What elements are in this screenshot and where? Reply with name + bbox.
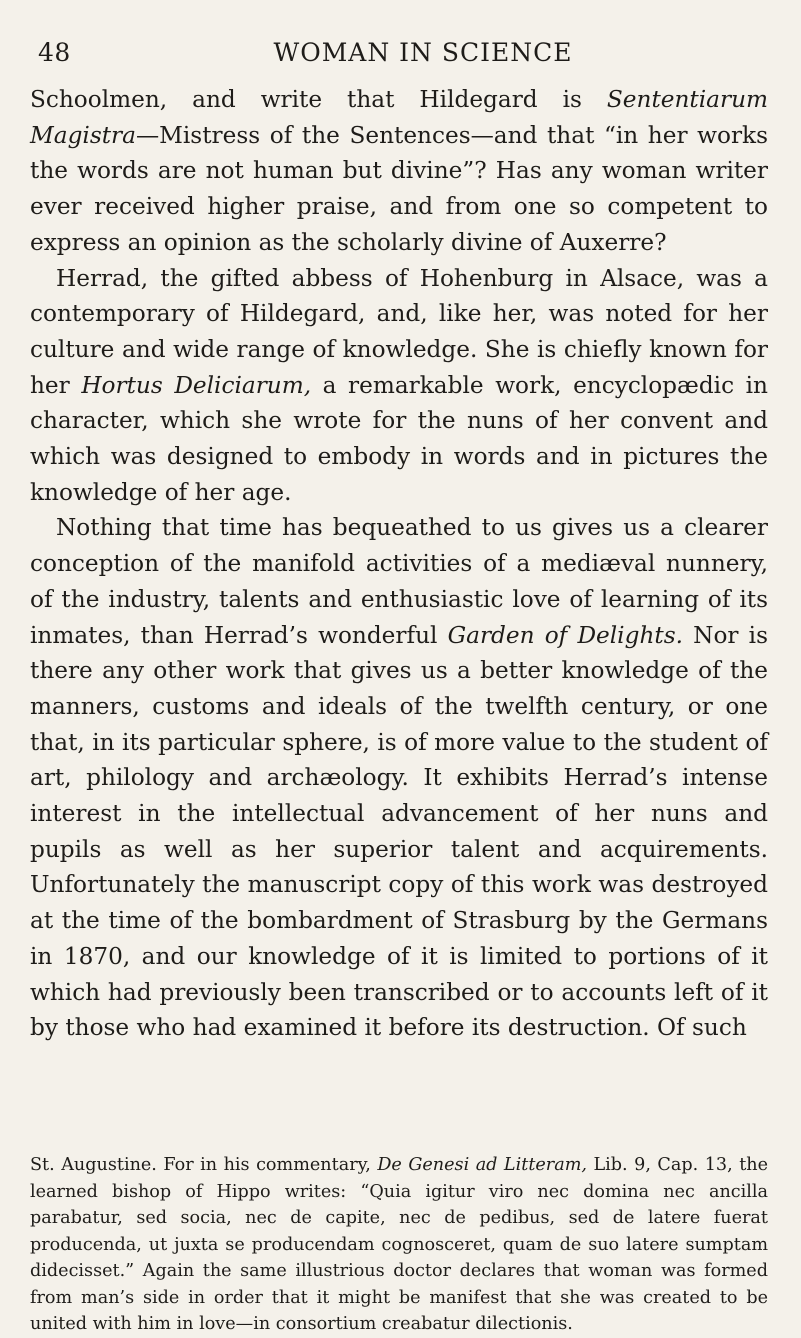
running-head: WOMAN IN SCIENCE [273,38,573,67]
paragraph-3 [30,510,768,1046]
paragraph-2 [30,261,768,511]
text-run: Herrad, the gifted abbess of Hohenburg in Alsace, was a contemporary of Hildegard, and, like her, was noted for her culture and wide range of knowledge. She is chiefly known for her [30,264,768,399]
page-number: 48 [38,38,71,67]
italic-title: De Genesi ad Litteram, [377,1155,587,1175]
text-run: —Mistress of the Sentences—and that “in her works the words are not human but divine”? Has any woman writer ever received higher praise, and from one so competent to express an opinion as the scholarly divine of Auxerre? [30,121,768,256]
body-text [30,82,768,1046]
text-run: Nothing that time has bequeathed to us gives us a clearer conception of the manifold activities of a mediæval nunnery, of the industry, talents and enthusiastic love of learning of its inmates, than Herrad’s wonderful [30,514,768,649]
italic-title: Hortus Deliciarum, [81,371,312,399]
page-header [38,38,768,74]
text-run: Nor is there any other work that gives us a better knowledge of the manners, customs and ideals of the twelfth century, or one that, in its particular sphere, is of more value to the student of art, philology and archæology. It exhibits Herrad’s intense interest in the intellectual advancement of her nuns and pupils as well as her superior talent and acquirements. Unfortunately the manuscript copy of this work was destroyed at the time of the bombardment of Strasburg by the Germans in 1870, and our knowledge of it is limited to portions of it which had previously been transcribed or to accounts left of it by those who had examined it before its destruction. Of such [30,621,768,1042]
footnote [30,1152,768,1338]
paragraph-1 [30,82,768,261]
text-run: a remarkable work, encyclopædic in character, which she wrote for the nuns of her convent and which was designed to embody in words and in pictures the knowledge of her age. [30,371,768,506]
italic-title: Sententiarum Magistra [30,86,768,149]
italic-title: Garden of Delights. [447,621,683,649]
text-run: Schoolmen, and write that Hildegard is [30,86,607,113]
text-run: St. Augustine. For in his commentary, [30,1155,378,1175]
footnote-paragraph [30,1152,768,1338]
text-run: Lib. 9, Cap. 13, the learned bishop of Hippo writes: “Quia igitur viro nec domina nec ancilla parabatur, sed socia, nec de capite, nec de pedibus, sed de latere fuerat producenda, ut juxta se producendam cognosceret, quam de suo latere sumptam didecisset.” Again the same illustrious doctor declares that woman was formed from man’s side in order that it might be manifest that she was created to be united with him in love—in consortium creabatur dilectionis. [30,1155,769,1334]
